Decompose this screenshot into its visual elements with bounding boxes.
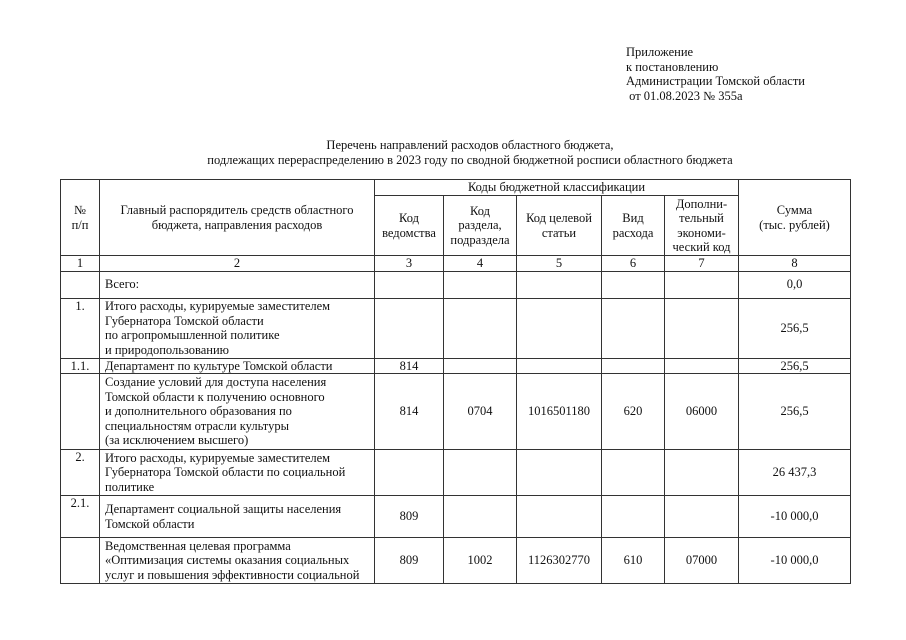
row-section-code: 1002 (444, 538, 517, 584)
row-name: Ведомственная целевая программа «Оптимизация системы оказания социальных услуг и повышения эффективности социальной (100, 538, 375, 584)
row-section-code (444, 358, 517, 374)
table-row (61, 496, 851, 538)
row-num (61, 271, 100, 298)
header-section-code: Код раздела, подраздела (444, 196, 517, 256)
row-name: Всего: (100, 271, 375, 298)
row-name: Департамент по культуре Томской области (100, 358, 375, 374)
row-dept-code: 809 (375, 538, 444, 584)
row-sum: 256,5 (739, 358, 851, 374)
row-sum: 26 437,3 (739, 450, 851, 496)
row-sum: 256,5 (739, 374, 851, 450)
row-name: Итого расходы, курируемые заместителем Губернатора Томской области по социальной политике (100, 450, 375, 496)
row-expense-type: 620 (602, 374, 665, 450)
row-section-code (444, 496, 517, 538)
row-dept-code: 814 (375, 374, 444, 450)
column-number-row (61, 256, 851, 272)
document-title (120, 138, 820, 167)
row-target-code (517, 358, 602, 374)
row-dept-code: 814 (375, 358, 444, 374)
header-target-code: Код целевой статьи (517, 196, 602, 256)
row-target-code: 1016501180 (517, 374, 602, 450)
row-num: 2. (61, 450, 100, 496)
row-econ-code: 06000 (665, 374, 739, 450)
table-row (61, 450, 851, 496)
header-expense-type: Вид расхода (602, 196, 665, 256)
column-number: 1 (61, 256, 100, 272)
row-econ-code (665, 358, 739, 374)
title-line-2: подлежащих перераспределению в 2023 году по сводной бюджетной росписи областного бюджета (207, 152, 733, 167)
row-expense-type: 610 (602, 538, 665, 584)
column-number: 4 (444, 256, 517, 272)
row-econ-code (665, 450, 739, 496)
row-sum: 256,5 (739, 298, 851, 358)
header-dept-code: Код ведомства (375, 196, 444, 256)
row-section-code (444, 298, 517, 358)
row-num: 1. (61, 298, 100, 358)
row-econ-code (665, 496, 739, 538)
column-number: 3 (375, 256, 444, 272)
row-target-code (517, 496, 602, 538)
row-expense-type (602, 496, 665, 538)
column-number: 7 (665, 256, 739, 272)
row-sum: -10 000,0 (739, 496, 851, 538)
appendix-block: Приложение к постановлению Администрации Томской области от 01.08.2023 № 355а (626, 45, 805, 103)
table-row (61, 298, 851, 358)
header-econ-code: Дополни- тельный экономи- ческий код (665, 196, 739, 256)
row-dept-code (375, 450, 444, 496)
column-number: 2 (100, 256, 375, 272)
row-num (61, 374, 100, 450)
row-section-code (444, 271, 517, 298)
row-dept-code (375, 298, 444, 358)
header-num: № п/п (61, 180, 100, 256)
row-num: 1.1. (61, 358, 100, 374)
row-econ-code: 07000 (665, 538, 739, 584)
column-number: 8 (739, 256, 851, 272)
row-target-code (517, 271, 602, 298)
row-target-code: 1126302770 (517, 538, 602, 584)
row-num: 2.1. (61, 496, 100, 538)
header-codes-group: Коды бюджетной классификации (375, 180, 739, 196)
row-dept-code (375, 271, 444, 298)
title-line-1: Перечень направлений расходов областного бюджета, (326, 138, 614, 152)
row-dept-code: 809 (375, 496, 444, 538)
row-target-code (517, 450, 602, 496)
table-row (61, 358, 851, 374)
row-name: Департамент социальной защиты населения Томской области (100, 496, 375, 538)
row-expense-type (602, 298, 665, 358)
row-expense-type (602, 358, 665, 374)
column-number: 5 (517, 256, 602, 272)
budget-table (60, 179, 851, 584)
table-row (61, 271, 851, 298)
row-sum: -10 000,0 (739, 538, 851, 584)
row-num (61, 538, 100, 584)
row-sum: 0,0 (739, 271, 851, 298)
header-row-top (61, 180, 851, 196)
row-expense-type (602, 271, 665, 298)
row-section-code: 0704 (444, 374, 517, 450)
row-econ-code (665, 271, 739, 298)
column-number: 6 (602, 256, 665, 272)
table-row (61, 538, 851, 584)
header-sum: Сумма (тыс. рублей) (739, 180, 851, 256)
header-manager: Главный распорядитель средств областного бюджета, направления расходов (100, 180, 375, 256)
table-row (61, 374, 851, 450)
row-section-code (444, 450, 517, 496)
row-name: Создание условий для доступа населения Томской области к получению основного и дополнительного образования по специальностям отрасли культуры (за исключением высшего) (100, 374, 375, 450)
row-econ-code (665, 298, 739, 358)
row-target-code (517, 298, 602, 358)
row-name: Итого расходы, курируемые заместителем Губернатора Томской области по агропромышленной политике и природопользованию (100, 298, 375, 358)
row-expense-type (602, 450, 665, 496)
